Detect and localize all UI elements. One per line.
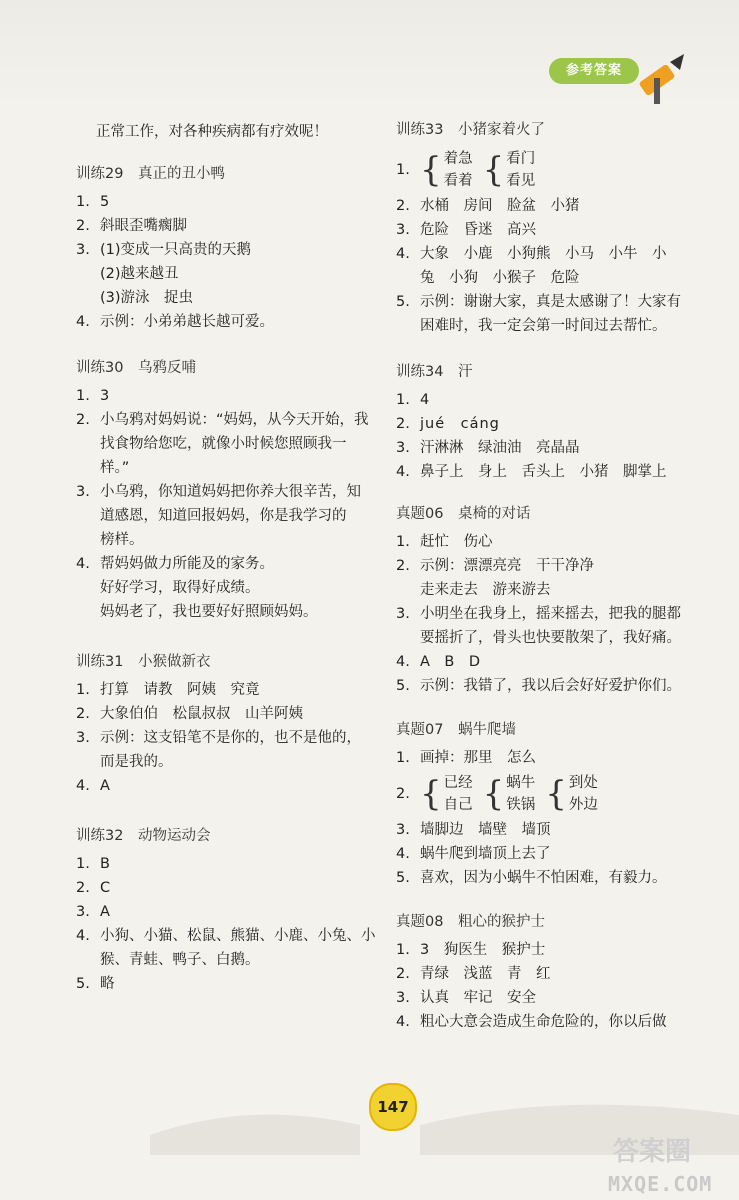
answer-line: 1. { 着急 看着 { 看门 看见 [396,150,536,190]
answer-line: 2. 大象伯伯 松鼠叔叔 山羊阿姨 [76,706,303,722]
answer-line: 而是我的。 [100,754,173,770]
answer-line: 2. 小乌鸦对妈妈说：“妈妈，从今天开始，我 [76,412,369,428]
page-number: 147 [369,1083,417,1131]
svg-text:答案圈: 答案圈 [613,1137,692,1167]
answer-line: 样。” [100,460,130,476]
answer-line: 2. 示例：漂漂亮亮 干干净净 [396,558,594,574]
answer-line: 4. A [76,778,110,794]
answer-line: 1. 打算 请教 阿姨 究竟 [76,682,260,698]
answer-line: 1. 3 狗医生 猴护士 [396,942,546,958]
answer-line: 4. A B D [396,654,481,670]
brace-icon: { [482,150,505,190]
answer-line: 5. 示例：谢谢大家，真是太感谢了！大家有 [396,294,681,310]
answer-line: 兔 小狗 小猴子 危险 [420,270,580,286]
answer-line: 3. 墙脚边 墙壁 墙顶 [396,822,551,838]
answer-line: 困难时，我一定会第一时间过去帮忙。 [420,318,667,334]
answer-line: 3. 汗淋淋 绿油油 亮晶晶 [396,440,580,456]
pencil-icon [632,48,692,108]
section-title: 训练33 小猪家着火了 [396,122,545,138]
header-band [0,0,739,110]
answer-line: 1. 5 [76,194,110,210]
right-column [396,120,696,1034]
answer-line: 2. C [76,880,111,896]
answer-line: 妈妈老了，我也要好好照顾妈妈。 [100,604,318,620]
section-title: 真题08 粗心的猴护士 [396,914,545,930]
answer-line: 5. 示例：我错了，我以后会好好爱护你们。 [396,678,681,694]
answer-line: 3. 认真 牢记 安全 [396,990,536,1006]
answer-line: 3. (1)变成一只高贵的天鹅 [76,242,252,258]
watermark-text: MXQE.COM [608,1172,713,1196]
answer-line: 好好学习，取得好成绩。 [100,580,260,596]
answer-line: 1. B [76,856,110,872]
answer-line: 4. 示例：小弟弟越长越可爱。 [76,314,274,330]
answer-line: 3. A [76,904,110,920]
intro-line: 正常工作，对各种疾病都有疗效呢！ [96,124,328,140]
answer-line: (3)游泳 捉虫 [100,290,194,306]
answer-key-badge: 参考答案 [549,58,639,84]
section-title: 真题06 桌椅的对话 [396,506,531,522]
answer-line: 2. 青绿 浅蓝 青 红 [396,966,551,982]
answer-line: 1. 3 [76,388,110,404]
answer-line: 3. 小明坐在我身上，摇来摇去，把我的腿都 [396,606,681,622]
section-title: 训练34 汗 [396,364,473,380]
section-title: 真题07 蜗牛爬墙 [396,722,516,738]
answer-line: 走来走去 游来游去 [420,582,551,598]
answer-line: 1. 赶忙 伤心 [396,534,493,550]
answer-line: 4. 大象 小鹿 小狗熊 小马 小牛 小 [396,246,667,262]
section-title: 训练31 小猴做新衣 [76,654,211,670]
answer-line: 3. 小乌鸦，你知道妈妈把你养大很辛苦，知 [76,484,361,500]
answer-line: 5. 略 [76,976,115,992]
answer-line: 2. jué cáng [396,416,500,432]
answer-line: 猴、青蛙、鸭子、白鹅。 [100,952,260,968]
answer-line: 找食物给您吃，就像小时候您照顾我一 [100,436,347,452]
answer-line: 5. 喜欢，因为小蜗牛不怕困难，有毅力。 [396,870,667,886]
section-title: 训练30 乌鸦反哺 [76,360,196,376]
brace-icon: { [482,774,505,814]
brace-icon: { [420,150,442,190]
answer-line: 4. 粗心大意会造成生命危险的，你以后做 [396,1014,667,1030]
section-title: 训练29 真正的丑小鸭 [76,166,225,182]
brace-icon: { [420,774,442,814]
answer-line: (2)越来越丑 [100,266,179,282]
answer-line: 要摇折了，骨头也快要散架了，我好痛。 [420,630,681,646]
answer-line: 4. 鼻子上 身上 舌头上 小猪 脚掌上 [396,464,667,480]
answer-line: 2. { 已经 自己 { 蜗牛 铁锅 { 到处 外边 [396,774,598,814]
answer-line: 4. 蜗牛爬到墙顶上去了 [396,846,551,862]
answer-line: 4. 小狗、小猫、松鼠、熊猫、小鹿、小兔、小 [76,928,376,944]
answer-line: 4. 帮妈妈做力所能及的家务。 [76,556,274,572]
answer-line: 2. 斜眼歪嘴瘸脚 [76,218,187,234]
left-column [76,120,376,996]
answer-line: 道感恩，知道回报妈妈，你是我学习的 [100,508,347,524]
section-title: 训练32 动物运动会 [76,828,211,844]
answer-line: 1. 4 [396,392,430,408]
answer-line: 榜样。 [100,532,144,548]
answer-line: 3. 示例：这支铅笔不是你的，也不是他的， [76,730,361,746]
answer-line: 2. 水桶 房间 脸盆 小猪 [396,198,580,214]
brace-icon: { [545,774,567,814]
answer-line: 1. 画掉：那里 怎么 [396,750,536,766]
answer-line: 3. 危险 昏迷 高兴 [396,222,536,238]
